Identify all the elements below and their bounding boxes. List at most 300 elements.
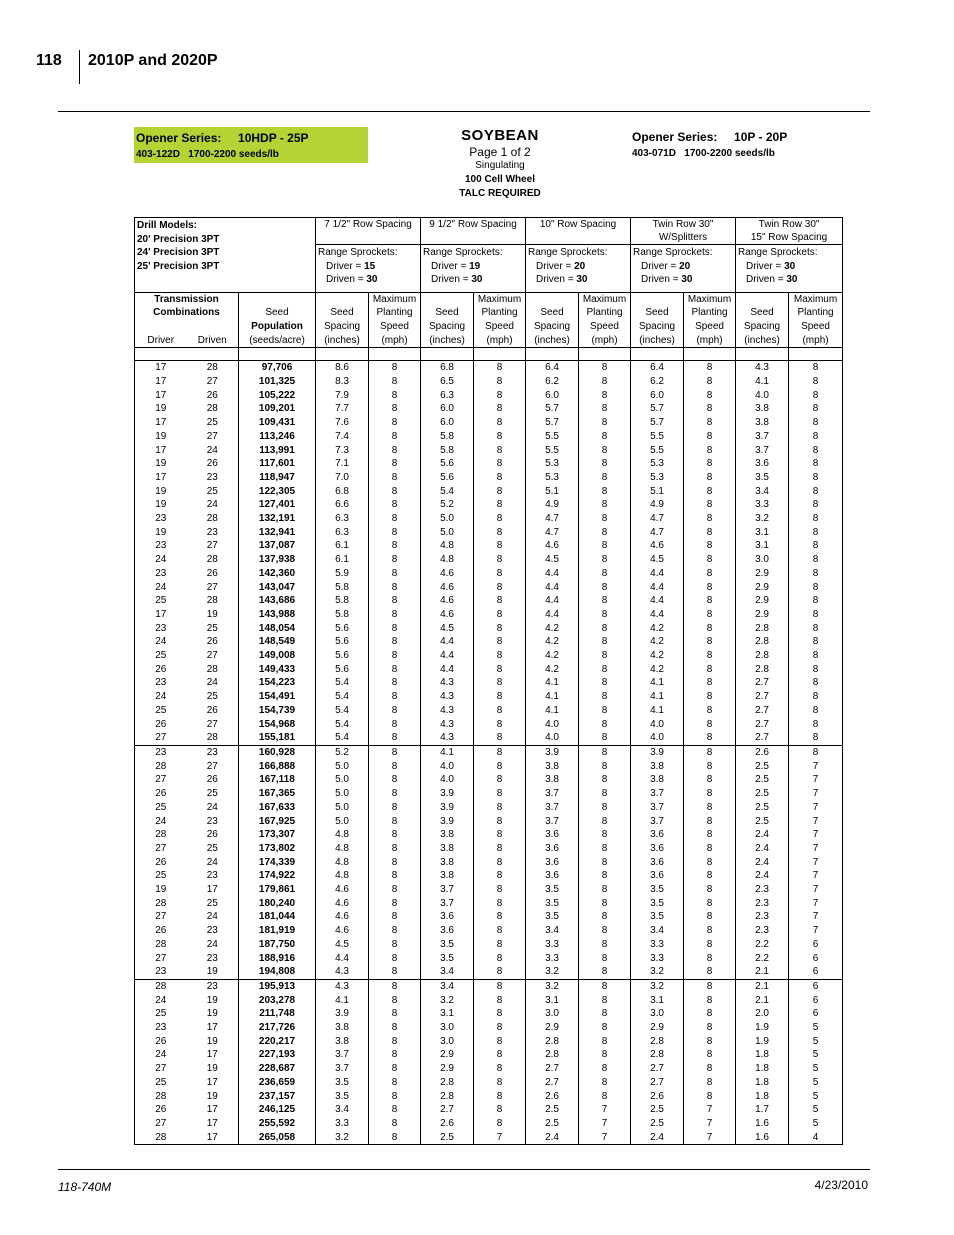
seed-spacing-cell: 4.9 <box>526 498 579 512</box>
max-speed-cell: 8 <box>579 512 631 526</box>
seed-spacing-cell: 5.6 <box>316 622 369 636</box>
spacer-cell <box>526 348 579 361</box>
seed-spacing-cell: 5.5 <box>526 430 579 444</box>
max-speed-cell: 8 <box>789 581 843 595</box>
max-speed-cell: 8 <box>684 883 736 897</box>
table-row <box>135 815 843 829</box>
max-speed-cell: 8 <box>684 938 736 952</box>
seed-spacing-cell: 5.7 <box>526 416 579 430</box>
seed-spacing-cell: 3.7 <box>526 801 579 815</box>
seed-spacing-cell: 4.2 <box>526 635 579 649</box>
table-row <box>135 910 843 924</box>
seed-spacing-cell: 2.4 <box>526 1131 579 1145</box>
driver-cell: 26 <box>135 718 187 732</box>
max-speed-cell: 8 <box>684 979 736 993</box>
driven-cell: 24 <box>206 444 218 456</box>
max-speed-cell: 8 <box>684 1048 736 1062</box>
document-number: 118-740M <box>58 1180 112 1194</box>
seed-spacing-cell: 4.6 <box>526 539 579 553</box>
driver-cell: 19 <box>135 430 187 444</box>
driver-cell: 24 <box>135 553 187 567</box>
seed-spacing-cell: 4.0 <box>736 389 789 403</box>
table-row <box>135 539 843 553</box>
seed-spacing-cell: 5.6 <box>316 663 369 677</box>
seed-spacing-cell: 3.9 <box>421 787 474 801</box>
max-speed-cell: 8 <box>684 869 736 883</box>
seed-spacing-cell: 4.4 <box>316 952 369 966</box>
population-cell: 97,706 <box>239 361 316 375</box>
max-speed-cell: 8 <box>474 553 526 567</box>
max-speed-cell: 8 <box>369 512 421 526</box>
population-cell: 137,087 <box>239 539 316 553</box>
max-speed-cell: 7 <box>789 773 843 787</box>
seed-spacing-cell: 3.7 <box>631 787 684 801</box>
max-speed-cell: 8 <box>789 594 843 608</box>
max-speed-cell: 8 <box>684 594 736 608</box>
population-cell: 143,686 <box>239 594 316 608</box>
footer-rule <box>58 1169 870 1170</box>
seed-spacing-cell: 2.8 <box>526 1035 579 1049</box>
seed-spacing-cell: 7.4 <box>316 430 369 444</box>
seed-spacing-cell: 2.5 <box>631 1117 684 1131</box>
table-row <box>135 457 843 471</box>
driver-cell: 17 <box>135 361 187 375</box>
spacing-7-5: 7 1/2" Row Spacing <box>316 218 421 232</box>
population-cell: 173,307 <box>239 828 316 842</box>
header-rule <box>58 111 870 112</box>
seed-spacing-cell: 5.9 <box>316 567 369 581</box>
max-speed-cell: 6 <box>789 938 843 952</box>
seed-spacing-cell: 7.1 <box>316 457 369 471</box>
seed-spacing-cell: 4.3 <box>421 731 474 745</box>
max-speed-cell: 8 <box>684 773 736 787</box>
max-speed-cell: 8 <box>789 567 843 581</box>
driver-cell: 19 <box>135 485 187 499</box>
max-speed-cell: 8 <box>474 690 526 704</box>
seed-spacing-cell: 4.1 <box>526 704 579 718</box>
population-cell: 174,339 <box>239 856 316 870</box>
driver-cell: 24 <box>135 690 187 704</box>
max-speed-header: Maximum Planting Speed (mph) <box>369 292 421 348</box>
max-speed-cell: 8 <box>474 526 526 540</box>
seed-spacing-cell: 2.8 <box>421 1076 474 1090</box>
max-speed-cell: 8 <box>369 965 421 979</box>
population-cell: 132,191 <box>239 512 316 526</box>
table-row <box>135 1131 843 1145</box>
max-speed-cell: 5 <box>789 1090 843 1104</box>
max-speed-cell: 8 <box>684 539 736 553</box>
table-row <box>135 581 843 595</box>
driven-cell: 19 <box>206 1035 218 1047</box>
seed-spacing-cell: 6.0 <box>421 416 474 430</box>
driven-cell: 26 <box>206 704 218 716</box>
seed-spacing-cell: 3.7 <box>526 787 579 801</box>
max-speed-cell: 8 <box>684 1076 736 1090</box>
seed-spacing-cell: 2.8 <box>736 635 789 649</box>
crop-name: SOYBEAN <box>461 127 539 144</box>
max-speed-cell: 8 <box>369 731 421 745</box>
driven-cell: 23 <box>206 815 218 827</box>
driver-cell: 26 <box>135 924 187 938</box>
driver-cell: 26 <box>135 787 187 801</box>
max-speed-cell: 8 <box>369 1007 421 1021</box>
spacing-twin-15-sub: 15" Row Spacing <box>736 231 843 245</box>
seed-spacing-cell: 2.5 <box>736 773 789 787</box>
seed-spacing-cell: 3.6 <box>736 457 789 471</box>
drill-model-20: 20' Precision 3PT <box>137 233 220 245</box>
population-cell: 149,008 <box>239 649 316 663</box>
table-row <box>135 718 843 732</box>
population-cell: 167,118 <box>239 773 316 787</box>
seed-spacing-cell: 3.9 <box>421 801 474 815</box>
seed-spacing-cell: 3.8 <box>316 1035 369 1049</box>
seed-spacing-cell: 4.4 <box>421 635 474 649</box>
population-cell: 188,916 <box>239 952 316 966</box>
driven-cell: 24 <box>206 911 218 923</box>
max-speed-cell: 8 <box>369 594 421 608</box>
spacing-10-sub <box>526 231 631 245</box>
max-speed-cell: 8 <box>579 649 631 663</box>
seed-spacing-cell: 5.4 <box>316 718 369 732</box>
max-speed-cell: 8 <box>789 718 843 732</box>
max-speed-cell: 8 <box>474 965 526 979</box>
seed-spacing-cell: 5.5 <box>631 444 684 458</box>
seed-spacing-cell: 3.5 <box>526 883 579 897</box>
seed-spacing-cell: 2.7 <box>736 718 789 732</box>
seed-spacing-cell: 4.1 <box>631 704 684 718</box>
max-speed-cell: 8 <box>579 773 631 787</box>
max-speed-cell: 8 <box>369 828 421 842</box>
seed-spacing-cell: 4.4 <box>526 594 579 608</box>
max-speed-cell: 8 <box>474 402 526 416</box>
opener-right-box <box>632 130 787 159</box>
population-cell: 194,808 <box>239 965 316 979</box>
seed-spacing-cell: 2.7 <box>736 704 789 718</box>
max-speed-cell: 8 <box>684 704 736 718</box>
seed-spacing-cell: 6.6 <box>316 498 369 512</box>
spacing-header-row-1 <box>135 218 843 232</box>
seed-spacing-cell: 5.2 <box>421 498 474 512</box>
max-speed-cell: 8 <box>579 718 631 732</box>
max-speed-cell: 8 <box>684 553 736 567</box>
table-row <box>135 760 843 774</box>
max-speed-cell: 4 <box>789 1131 843 1145</box>
seed-spacing-cell: 3.5 <box>421 938 474 952</box>
max-speed-cell: 8 <box>369 773 421 787</box>
table-row <box>135 938 843 952</box>
seed-spacing-cell: 5.4 <box>421 485 474 499</box>
driver-cell: 23 <box>135 567 187 581</box>
seed-spacing-cell: 2.2 <box>736 952 789 966</box>
max-speed-cell: 8 <box>684 526 736 540</box>
seed-spacing-cell: 1.8 <box>736 1090 789 1104</box>
population-cell: 149,433 <box>239 663 316 677</box>
seed-spacing-cell: 6.8 <box>316 485 369 499</box>
max-speed-cell: 7 <box>684 1131 736 1145</box>
max-speed-cell: 8 <box>684 485 736 499</box>
max-speed-cell: 8 <box>579 828 631 842</box>
driver-cell: 25 <box>135 704 187 718</box>
max-speed-cell: 8 <box>474 731 526 745</box>
seed-spacing-cell: 4.5 <box>316 938 369 952</box>
max-speed-cell: 8 <box>684 663 736 677</box>
max-speed-cell: 8 <box>579 815 631 829</box>
seed-spacing-cell: 2.5 <box>526 1103 579 1117</box>
seed-spacing-cell: 5.0 <box>421 512 474 526</box>
max-speed-cell: 5 <box>789 1062 843 1076</box>
spacer-cell <box>316 348 369 361</box>
seed-spacing-cell: 3.5 <box>526 897 579 911</box>
max-speed-cell: 8 <box>474 828 526 842</box>
seed-spacing-cell: 4.3 <box>316 965 369 979</box>
max-speed-cell: 8 <box>474 994 526 1008</box>
spacer-cell <box>239 348 316 361</box>
seed-spacing-cell: 4.8 <box>316 856 369 870</box>
max-speed-cell: 8 <box>474 1062 526 1076</box>
seed-spacing-cell: 3.3 <box>316 1117 369 1131</box>
max-speed-cell: 8 <box>369 375 421 389</box>
max-speed-cell: 7 <box>579 1117 631 1131</box>
max-speed-cell: 8 <box>579 1076 631 1090</box>
population-cell: 105,222 <box>239 389 316 403</box>
seed-spacing-cell: 3.7 <box>316 1048 369 1062</box>
population-cell: 174,922 <box>239 869 316 883</box>
seed-spacing-cell: 3.8 <box>736 402 789 416</box>
seed-spacing-cell: 4.6 <box>316 924 369 938</box>
max-speed-cell: 8 <box>474 1007 526 1021</box>
driven-cell: 27 <box>206 718 218 730</box>
driven-cell: 17 <box>206 1117 218 1129</box>
seed-spacing-cell: 3.8 <box>631 773 684 787</box>
population-cell: 101,325 <box>239 375 316 389</box>
max-speed-cell: 8 <box>789 663 843 677</box>
driven-cell: 26 <box>206 829 218 841</box>
max-speed-cell: 8 <box>474 1035 526 1049</box>
max-speed-cell: 8 <box>474 801 526 815</box>
seed-spacing-cell: 3.4 <box>526 924 579 938</box>
population-cell: 265,058 <box>239 1131 316 1145</box>
max-speed-cell: 8 <box>789 676 843 690</box>
talc-note: TALC REQUIRED <box>459 188 541 199</box>
max-speed-cell: 8 <box>684 815 736 829</box>
seed-spacing-cell: 7.0 <box>316 471 369 485</box>
seed-spacing-cell: 3.4 <box>316 1103 369 1117</box>
seed-spacing-cell: 4.8 <box>316 828 369 842</box>
seed-spacing-cell: 2.6 <box>526 1090 579 1104</box>
max-speed-cell: 8 <box>474 746 526 760</box>
seed-spacing-cell: 5.1 <box>631 485 684 499</box>
max-speed-cell: 8 <box>579 731 631 745</box>
table-row <box>135 471 843 485</box>
table-row <box>135 801 843 815</box>
population-cell: 237,157 <box>239 1090 316 1104</box>
max-speed-cell: 8 <box>684 471 736 485</box>
max-speed-cell: 8 <box>579 375 631 389</box>
table-row <box>135 1007 843 1021</box>
max-speed-cell: 8 <box>369 815 421 829</box>
max-speed-cell: 8 <box>369 402 421 416</box>
seed-spacing-cell: 2.9 <box>421 1048 474 1062</box>
max-speed-cell: 8 <box>684 1090 736 1104</box>
table-row <box>135 622 843 636</box>
max-speed-cell: 8 <box>579 553 631 567</box>
driver-cell: 17 <box>135 471 187 485</box>
population-cell: 203,278 <box>239 994 316 1008</box>
population-cell: 109,431 <box>239 416 316 430</box>
population-cell: 217,726 <box>239 1021 316 1035</box>
driven-cell: 26 <box>206 567 218 579</box>
driver-cell: 23 <box>135 965 187 979</box>
table-row <box>135 965 843 979</box>
max-speed-cell: 8 <box>579 444 631 458</box>
seed-spacing-cell: 4.7 <box>526 526 579 540</box>
driver-cell: 26 <box>135 663 187 677</box>
max-speed-cell: 8 <box>369 690 421 704</box>
seed-spacing-header: Seed Spacing (inches) <box>526 292 579 348</box>
seed-spacing-cell: 2.7 <box>736 690 789 704</box>
spacer-row <box>135 348 843 361</box>
seed-spacing-cell: 3.3 <box>526 952 579 966</box>
max-speed-cell: 8 <box>474 389 526 403</box>
population-cell: 143,988 <box>239 608 316 622</box>
seed-spacing-cell: 4.6 <box>316 897 369 911</box>
seed-spacing-cell: 4.3 <box>736 361 789 375</box>
seed-spacing-cell: 5.3 <box>631 471 684 485</box>
table-row <box>135 869 843 883</box>
seed-spacing-cell: 2.4 <box>736 856 789 870</box>
seed-spacing-cell: 3.1 <box>736 539 789 553</box>
max-speed-cell: 8 <box>474 842 526 856</box>
max-speed-cell: 8 <box>684 965 736 979</box>
population-cell: 148,054 <box>239 622 316 636</box>
seed-spacing-cell: 3.4 <box>631 924 684 938</box>
max-speed-cell: 8 <box>474 1021 526 1035</box>
column-header-row <box>135 292 843 348</box>
max-speed-cell: 8 <box>474 457 526 471</box>
max-speed-cell: 8 <box>369 361 421 375</box>
max-speed-cell: 8 <box>474 1090 526 1104</box>
seed-spacing-cell: 3.9 <box>316 1007 369 1021</box>
spacer-cell <box>631 348 684 361</box>
seed-spacing-cell: 3.2 <box>736 512 789 526</box>
max-speed-cell: 5 <box>789 1117 843 1131</box>
table-row <box>135 402 843 416</box>
max-speed-cell: 8 <box>789 635 843 649</box>
driven-cell: 28 <box>206 513 218 525</box>
header-divider <box>79 50 80 84</box>
driven-cell: 27 <box>206 581 218 593</box>
seed-spacing-cell: 4.5 <box>421 622 474 636</box>
population-header: Seed Population (seeds/acre) <box>239 292 316 348</box>
max-speed-cell: 8 <box>579 361 631 375</box>
population-cell: 117,601 <box>239 457 316 471</box>
max-speed-cell: 8 <box>474 581 526 595</box>
driver-cell: 17 <box>135 375 187 389</box>
seed-spacing-cell: 6.1 <box>316 539 369 553</box>
driven-cell: 19 <box>206 608 218 620</box>
population-cell: 181,044 <box>239 910 316 924</box>
population-cell: 167,365 <box>239 787 316 801</box>
max-speed-cell: 8 <box>579 965 631 979</box>
max-speed-cell: 8 <box>579 676 631 690</box>
max-speed-cell: 8 <box>789 485 843 499</box>
max-speed-cell: 8 <box>579 883 631 897</box>
seed-spacing-cell: 4.4 <box>421 649 474 663</box>
table-row <box>135 361 843 375</box>
max-speed-cell: 8 <box>369 457 421 471</box>
table-row <box>135 1117 843 1131</box>
seed-spacing-cell: 3.5 <box>631 910 684 924</box>
table-row <box>135 608 843 622</box>
max-speed-cell: 8 <box>789 361 843 375</box>
driven-cell: 28 <box>187 361 239 375</box>
driver-cell: 17 <box>135 389 187 403</box>
driven-cell: 26 <box>206 458 218 470</box>
seed-spacing-cell: 3.6 <box>631 869 684 883</box>
max-speed-cell: 8 <box>474 952 526 966</box>
seed-spacing-cell: 5.3 <box>526 471 579 485</box>
seed-spacing-cell: 3.0 <box>631 1007 684 1021</box>
max-speed-cell: 7 <box>789 801 843 815</box>
driver-cell: 19 <box>135 457 187 471</box>
seed-spacing-cell: 3.7 <box>421 897 474 911</box>
driven-cell: 25 <box>206 622 218 634</box>
spacing-twin-15: Twin Row 30" <box>736 218 843 232</box>
table-row <box>135 444 843 458</box>
max-speed-cell: 8 <box>684 952 736 966</box>
seed-spacing-cell: 5.8 <box>316 594 369 608</box>
driven-cell: 26 <box>206 774 218 786</box>
driven-cell: 24 <box>206 856 218 868</box>
seed-spacing-cell: 2.8 <box>631 1048 684 1062</box>
seed-spacing-cell: 4.4 <box>526 608 579 622</box>
table-row <box>135 787 843 801</box>
population-cell: 137,938 <box>239 553 316 567</box>
max-speed-cell: 8 <box>579 1035 631 1049</box>
max-speed-cell: 8 <box>369 704 421 718</box>
seed-spacing-cell: 4.1 <box>421 746 474 760</box>
driven-cell: 23 <box>206 870 218 882</box>
seed-spacing-cell: 3.1 <box>736 526 789 540</box>
seed-spacing-cell: 4.2 <box>631 635 684 649</box>
seed-spacing-cell: 3.6 <box>421 910 474 924</box>
seed-spacing-cell: 6.0 <box>421 402 474 416</box>
seed-spacing-cell: 4.4 <box>526 581 579 595</box>
seed-spacing-cell: 2.5 <box>736 760 789 774</box>
seed-spacing-cell: 1.8 <box>736 1048 789 1062</box>
seed-spacing-cell: 4.4 <box>631 567 684 581</box>
table-row <box>135 704 843 718</box>
max-speed-cell: 8 <box>369 760 421 774</box>
table-row <box>135 731 843 745</box>
max-speed-cell: 7 <box>789 924 843 938</box>
seed-spacing-cell: 4.4 <box>631 608 684 622</box>
max-speed-cell: 8 <box>789 457 843 471</box>
max-speed-cell: 7 <box>789 842 843 856</box>
max-speed-cell: 8 <box>684 910 736 924</box>
driven-cell: 28 <box>206 403 218 415</box>
max-speed-cell: 8 <box>684 1007 736 1021</box>
seeding-rate-table <box>134 217 843 1145</box>
seed-spacing-cell: 2.3 <box>736 910 789 924</box>
crop-header <box>400 127 600 201</box>
max-speed-cell: 8 <box>474 622 526 636</box>
max-speed-cell: 8 <box>579 608 631 622</box>
seed-spacing-cell: 3.3 <box>631 938 684 952</box>
seed-spacing-cell: 5.7 <box>526 402 579 416</box>
seed-spacing-cell: 4.2 <box>526 622 579 636</box>
seed-spacing-cell: 5.8 <box>421 430 474 444</box>
